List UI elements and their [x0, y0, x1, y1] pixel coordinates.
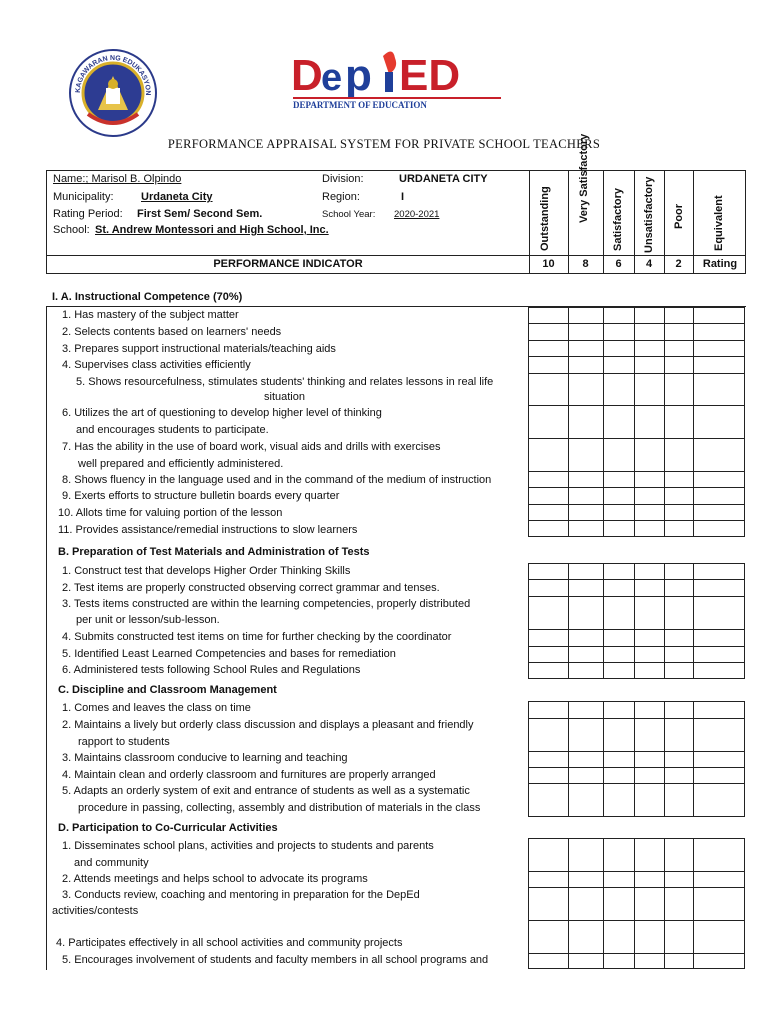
a-item-4: 4. Supervises class activities efficiently [62, 359, 251, 371]
a-item-6-cont: and encourages students to participate. [76, 424, 269, 436]
section-b-title: B. Preparation of Test Materials and Administration of Tests [58, 546, 370, 558]
b-item-6: 6. Administered tests following School Rules and Regulations [62, 664, 361, 676]
d-item-3: 3. Conducts review, coaching and mentoring in preparation for the DepEd [62, 889, 420, 901]
section-a-title: I. A. Instructional Competence (70%) [52, 291, 243, 303]
score-rating: Rating [702, 258, 738, 270]
d-item-1-cont: and community [74, 857, 149, 869]
c-item-4: 4. Maintain clean and orderly classroom and furnitures are properly arranged [62, 769, 436, 781]
municipality-label: Municipality: [53, 191, 114, 203]
svg-text:D: D [291, 51, 323, 100]
col-unsatisfactory: Unsatisfactory [643, 176, 655, 253]
c-item-2-cont: rapport to students [78, 736, 170, 748]
division-label: Division: [322, 173, 364, 185]
svg-text:ED: ED [399, 51, 461, 100]
b-item-3: 3. Tests items constructed are within the learning competencies, properly distributed [62, 598, 471, 610]
b-item-1: 1. Construct test that develops Higher Order Thinking Skills [62, 565, 351, 577]
a-item-7-cont: well prepared and efficiently administered. [78, 458, 284, 470]
logo-subtitle: DEPARTMENT OF EDUCATION [293, 100, 427, 110]
b-item-4: 4. Submits constructed test items on time for further checking by the coordinator [62, 631, 452, 643]
col-very-satisfactory: Very Satisfactory [578, 133, 590, 223]
section-a-grid [528, 307, 745, 537]
a-item-11: 11. Provides assistance/remedial instructions to slow learners [58, 524, 358, 536]
b-item-3-cont: per unit or lesson/sub-lesson. [76, 614, 220, 626]
rating-period-value: First Sem/ Second Sem. [137, 208, 263, 220]
deped-logo [287, 46, 507, 114]
a-item-3: 3. Prepares support instructional materials/teaching aids [62, 343, 336, 355]
school-label: School: [53, 224, 90, 236]
page-title: PERFORMANCE APPRAISAL SYSTEM FOR PRIVATE SCHOOL TEACHERS [167, 137, 601, 151]
col-outstanding: Outstanding [539, 186, 551, 251]
svg-text:e: e [321, 57, 343, 99]
c-item-2: 2. Maintains a lively but orderly class discussion and displays a pleasant and friendly [62, 719, 474, 731]
region-label: Region: [322, 191, 360, 203]
performance-indicator-label: PERFORMANCE INDICATOR [213, 258, 363, 270]
section-d-title: D. Participation to Co-Curricular Activities [58, 822, 278, 834]
col-equivalent: Equivalent [713, 195, 725, 251]
a-item-5-cont: situation [264, 391, 305, 403]
division-value: URDANETA CITY [399, 173, 488, 185]
section-c-title: C. Discipline and Classroom Management [58, 684, 277, 696]
a-item-10: 10. Allots time for valuing portion of the lesson [58, 507, 283, 519]
section-d-grid [528, 838, 745, 969]
d-item-2: 2. Attends meetings and helps school to advocate its programs [62, 873, 368, 885]
d-item-4: 4. Participates effectively in all school activities and community projects [56, 937, 403, 949]
a-item-9: 9. Exerts efforts to structure bulletin boards every quarter [62, 490, 340, 502]
section-b-grid [528, 563, 745, 679]
c-item-3: 3. Maintains classroom conducive to learning and teaching [62, 752, 348, 764]
a-item-2: 2. Selects contents based on learners' needs [62, 326, 282, 338]
section-c-grid [528, 701, 745, 817]
score-10: 10 [542, 258, 555, 270]
d-item-3-cont: activities/contests [52, 905, 139, 917]
rating-period-label: Rating Period: [53, 208, 123, 220]
svg-text:KAGAWARAN NG EDUKASYON: KAGAWARAN NG EDUKASYON [74, 54, 152, 96]
svg-text:p: p [345, 51, 372, 100]
c-item-5: 5. Adapts an orderly system of exit and entrance of students as well as a systematic [62, 785, 470, 797]
municipality-value: Urdaneta City [141, 191, 213, 203]
teacher-name: Name:; Marisol B. Olpindo [53, 173, 182, 185]
b-item-5: 5. Identified Least Learned Competencies and bases for remediation [62, 648, 396, 660]
score-4: 4 [645, 258, 653, 270]
d-item-5: 5. Encourages involvement of students and faculty members in all school programs and [62, 954, 489, 966]
region-value: I [401, 191, 405, 203]
b-item-2: 2. Test items are properly constructed observing correct grammar and tenses. [62, 582, 440, 594]
col-poor: Poor [673, 203, 685, 229]
score-6: 6 [615, 258, 622, 270]
a-item-8: 8. Shows fluency in the language used and in the command of the medium of instruction [62, 474, 492, 486]
col-satisfactory: Satisfactory [612, 188, 624, 251]
school-year-value: 2020-2021 [394, 209, 440, 220]
deped-seal [68, 48, 158, 138]
score-2: 2 [675, 258, 682, 270]
score-8: 8 [582, 258, 589, 270]
form-left-border [46, 306, 47, 970]
a-item-5: 5. Shows resourcefulness, stimulates students' thinking and relates lessons in real life [76, 376, 494, 388]
a-item-1: 1. Has mastery of the subject matter [62, 309, 239, 321]
a-item-7: 7. Has the ability in the use of board work, visual aids and drills with exercises [62, 441, 441, 453]
d-item-1: 1. Disseminates school plans, activities and projects to students and parents [62, 840, 434, 852]
school-value: St. Andrew Montessori and High School, Inc. [95, 224, 329, 236]
a-item-6: 6. Utilizes the art of questioning to develop higher level of thinking [62, 407, 382, 419]
school-year-label: School Year: [322, 209, 376, 220]
c-item-5-cont: procedure in passing, collecting, assembly and distribution of materials in the class [78, 802, 481, 814]
c-item-1: 1. Comes and leaves the class on time [62, 702, 251, 714]
